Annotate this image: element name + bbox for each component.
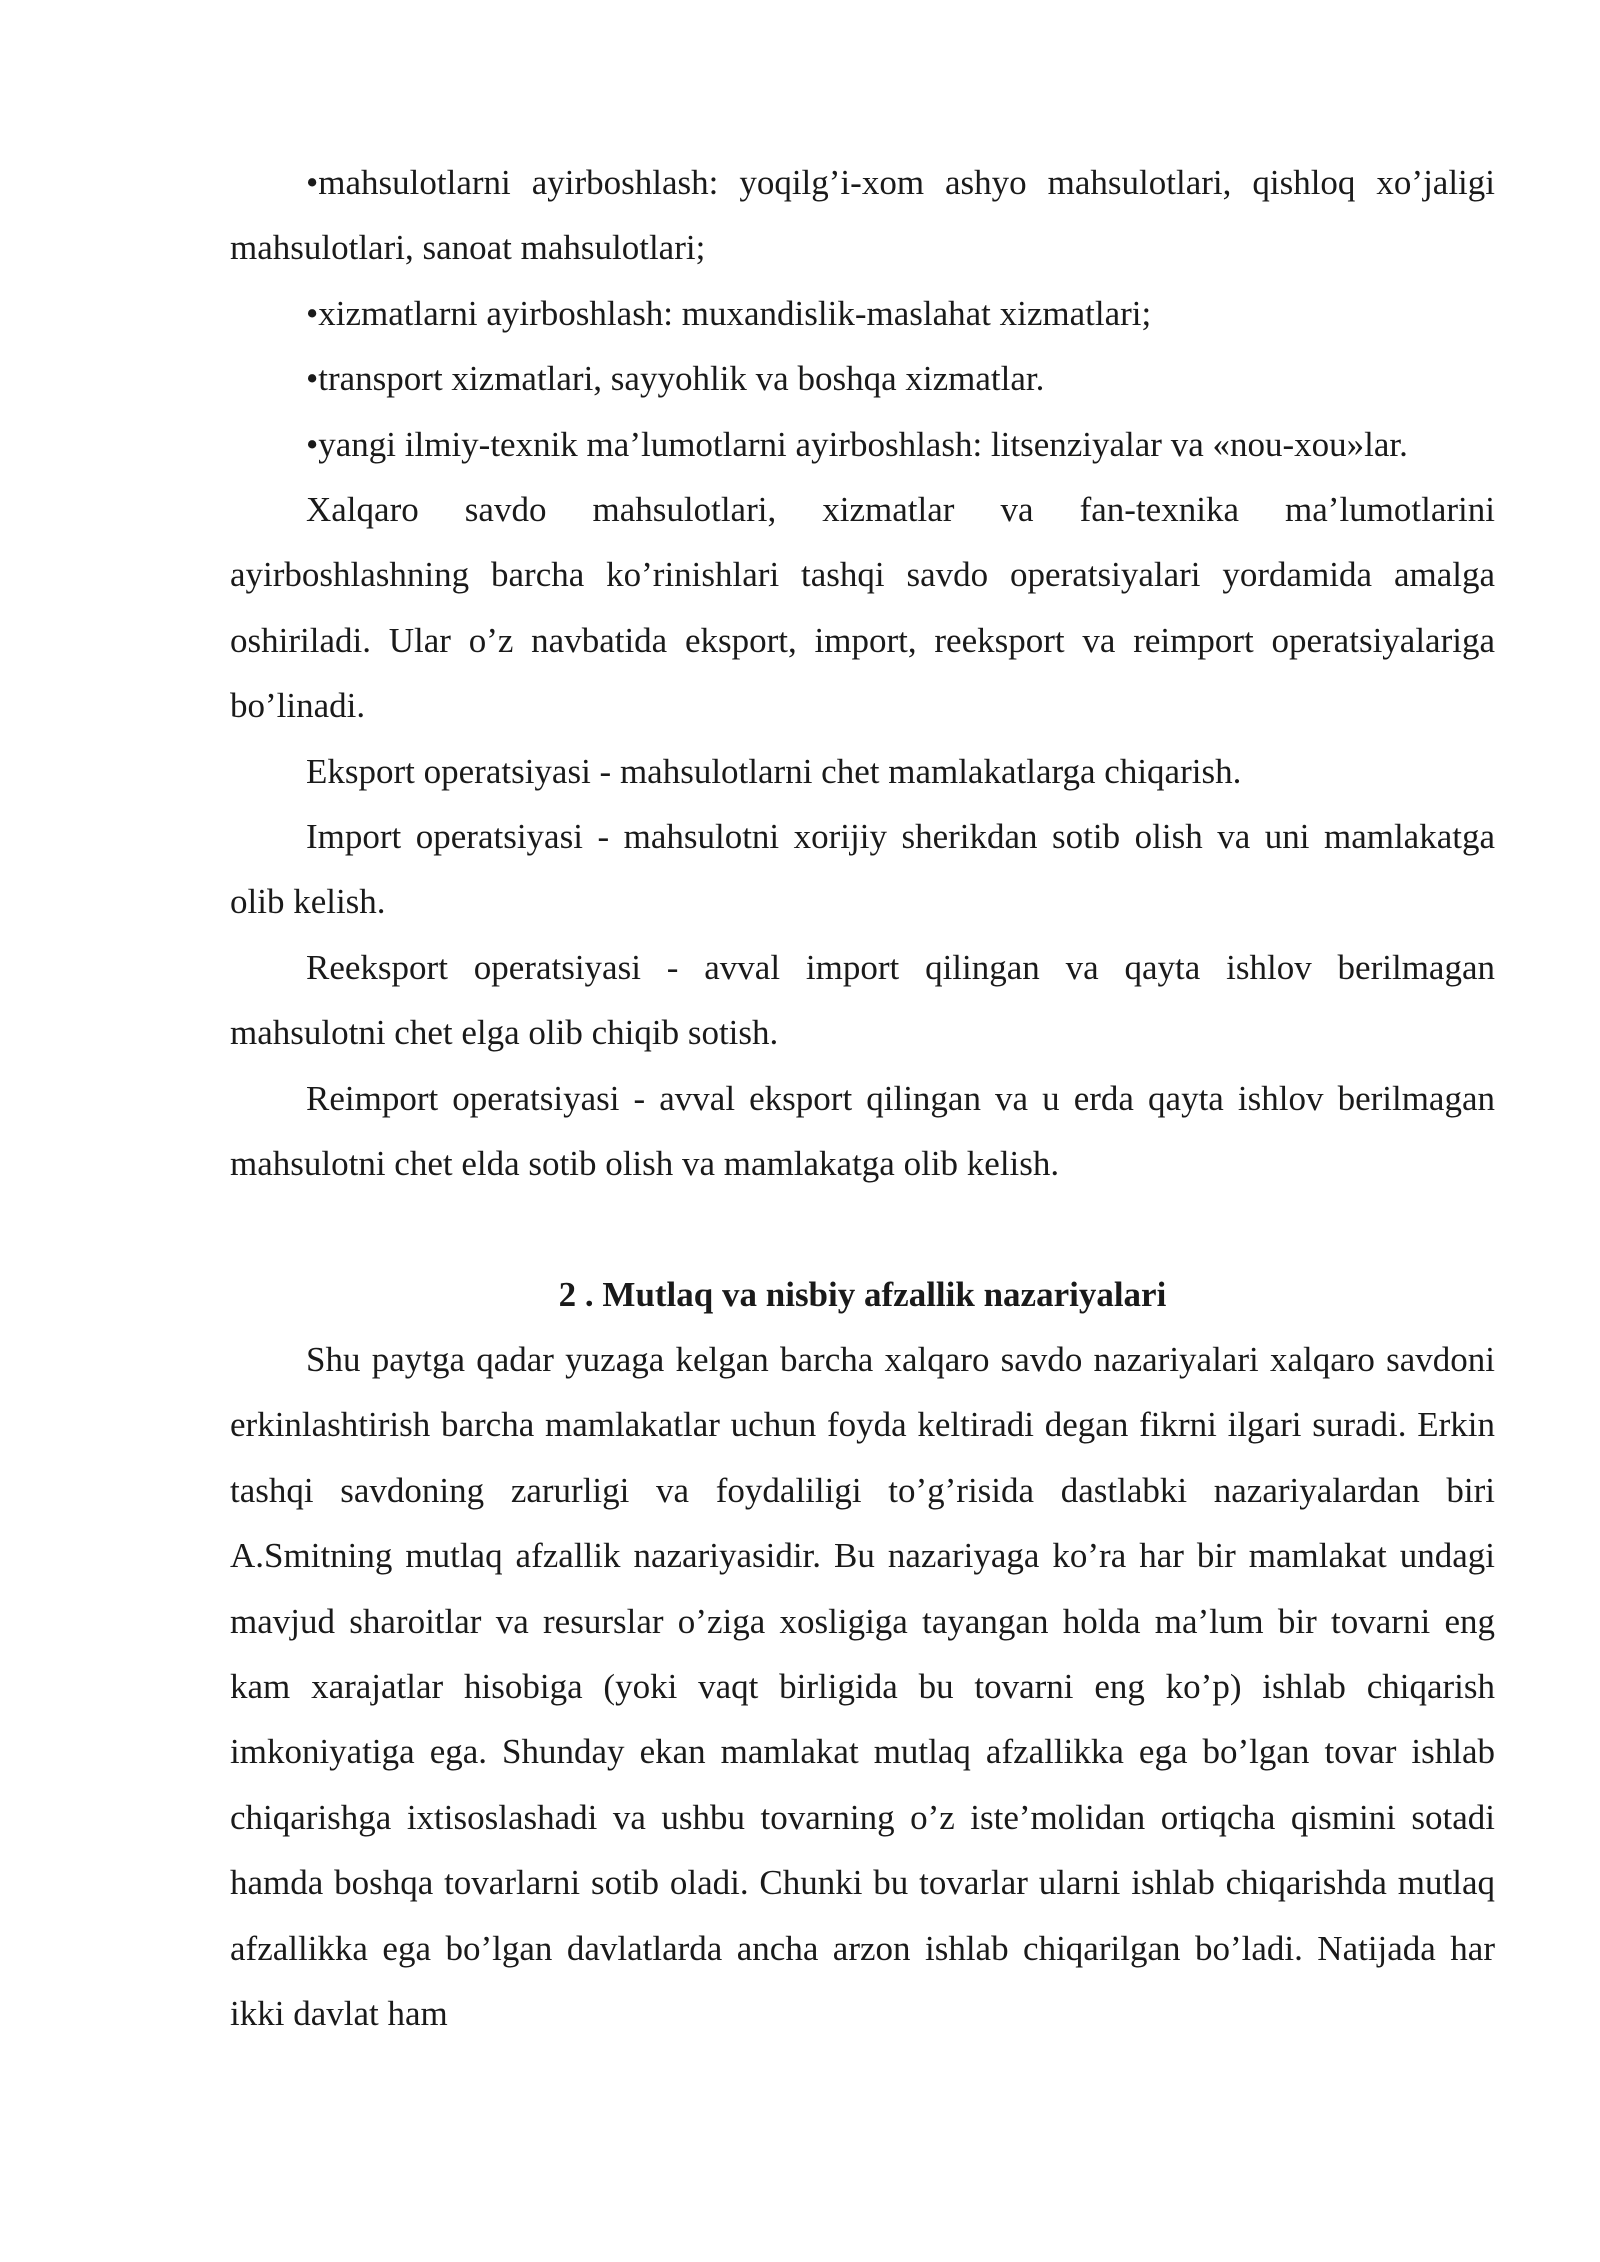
paragraph-foreign-trade-operations: Xalqaro savdo mahsulotlari, xizmatlar va fan-texnika ma’lumotlarini ayirboshlashning barcha ko’rinishlari tashqi savdo operatsiyalari yordamida amalga oshiriladi. Ular o’z navbatida eksport, import, reeksport va reimport operatsiyalariga bo’linadi. [230, 490, 1495, 726]
bullet-text: mahsulotlarni ayirboshlash: yoqilg’i-xom ashyo mahsulotlari, qishloq xo’jaligi mahsulotlari, sanoat mahsulotlari; [230, 163, 1495, 268]
bullet-mark: • [306, 359, 319, 399]
section-heading: 2 . Mutlaq va nisbiy afzallik nazariyalari [558, 1274, 1167, 1314]
paragraph-reimport: Reimport operatsiyasi - avval eksport qilingan va u erda qayta ishlov berilmagan mahsulotni chet elda sotib olish va mamlakatga olib kelish. [230, 1078, 1495, 1184]
paragraph-export: Eksport operatsiyasi - mahsulotlarni chet mamlakatlarga chiqarish. [306, 751, 1242, 791]
bullet-item-products [230, 150, 1495, 281]
document-page [230, 150, 1495, 2046]
bullet-text: transport xizmatlari, sayyohlik va boshqa xizmatlar. [318, 359, 1045, 399]
bullet-item-scientific [230, 412, 1495, 477]
bullet-text: xizmatlarni ayirboshlash: muxandislik-maslahat xizmatlari; [318, 293, 1152, 333]
bullet-item-services [230, 281, 1495, 346]
paragraph-section-body: Shu paytga qadar yuzaga kelgan barcha xalqaro savdo nazariyalari xalqaro savdoni erkinlashtirish barcha mamlakatlar uchun foyda keltiradi degan fikrni ilgari suradi. Erkin tashqi savdoning zarurligi va foydaliligi to’g’risida dastlabki nazariyalardan biri A.Smitning mutlaq afzallik nazariyasidir. Bu nazariyaga ko’ra har bir mamlakat undagi mavjud sharoitlar va resurslar o’ziga xosligiga tayangan holda ma’lum bir tovarni eng kam xarajatlar hisobiga (yoki vaqt birligida bu tovarni eng ko’p) ishlab chiqarish imkoniyatiga ega. Shunday ekan mamlakat mutlaq afzallikka ega bo’lgan tovar ishlab chiqarishga ixtisoslashadi va ushbu tovarning o’z iste’molidan ortiqcha qismini sotadi hamda boshqa tovarlarni sotib oladi. Chunki bu tovarlar ularni ishlab chiqarishda mutlaq afzallikka ega bo’lgan davlatlarda ancha arzon ishlab chiqarilgan bo’ladi. Natijada har ikki davlat ham [230, 1339, 1495, 2033]
bullet-text: yangi ilmiy-texnik ma’lumotlarni ayirboshlash: litsenziyalar va «nou-xou»lar. [318, 424, 1408, 464]
bullet-mark: • [306, 163, 319, 202]
bullet-item-transport [230, 346, 1495, 411]
bullet-mark: • [306, 424, 319, 464]
bullet-mark: • [306, 293, 319, 333]
paragraph-import: Import operatsiyasi - mahsulotni xorijiy sherikdan sotib olish va uni mamlakatga olib kelish. [230, 817, 1495, 922]
paragraph-reexport: Reeksport operatsiyasi - avval import qilingan va qayta ishlov berilmagan mahsulotni chet elga olib chiqib sotish. [230, 947, 1495, 1053]
